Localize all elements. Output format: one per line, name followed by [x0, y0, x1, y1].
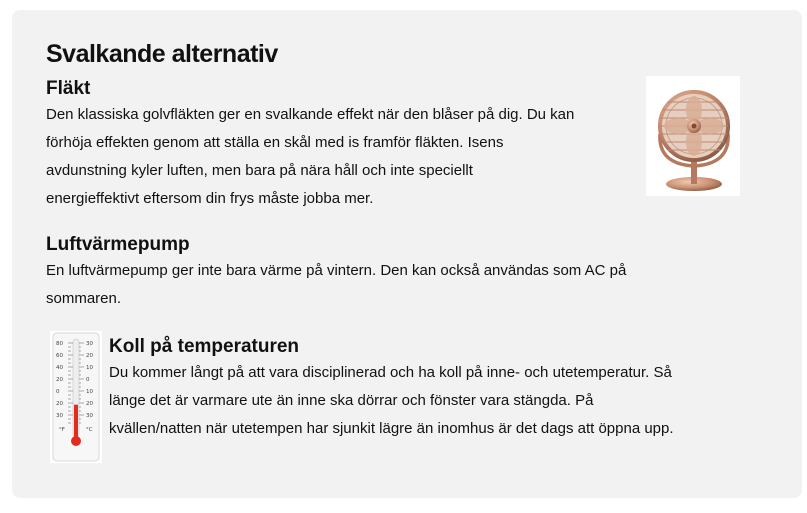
svg-text:0: 0 — [56, 389, 60, 395]
section-text-koll-pa-temperaturen — [109, 359, 789, 443]
text-line: länge det är varmare ute än inne ska dörrar och fönster vara stängda. På — [109, 392, 594, 409]
text-line: sommaren. — [46, 290, 122, 307]
svg-text:°F: °F — [59, 427, 65, 433]
svg-text:20: 20 — [86, 401, 93, 407]
section-heading-luftvarmepump: Luftvärmepump — [46, 234, 190, 255]
article-title: Svalkande alternativ — [46, 40, 278, 68]
text-line: Du kommer långt på att vara disciplinerad och ha koll på inne- och utetemperatur. Så — [109, 364, 672, 381]
svg-text:20: 20 — [56, 377, 63, 383]
text-line: En luftvärmepump ger inte bara värme på vintern. Den kan också användas som AC på — [46, 262, 627, 279]
thermometer-bulb — [71, 436, 81, 446]
section-heading-koll-pa-temperaturen: Koll på temperaturen — [109, 336, 300, 357]
svg-text:80: 80 — [56, 341, 63, 347]
svg-text:10: 10 — [86, 389, 93, 395]
svg-text:30: 30 — [86, 341, 93, 347]
desk-fan-icon — [646, 76, 740, 196]
svg-text:0: 0 — [86, 377, 90, 383]
svg-text:°C: °C — [86, 427, 93, 433]
svg-text:20: 20 — [56, 401, 63, 407]
svg-text:20: 20 — [86, 353, 93, 359]
text-line: Den klassiska golvfläkten ger en svalkande effekt när den blåser på dig. Du kan — [46, 106, 575, 123]
thermometer-image — [50, 331, 102, 463]
text-line: avdunstning kyler luften, men bara på nära håll och inte speciellt — [46, 162, 473, 179]
svg-text:10: 10 — [86, 365, 93, 371]
section-text-flakt — [46, 101, 646, 213]
text-line: kvällen/natten när utetempen har sjunkit lägre än inomhus är det dags att öppna upp. — [109, 420, 674, 437]
section-text-luftvarmepump — [46, 257, 766, 313]
svg-text:30: 30 — [56, 413, 63, 419]
text-line: energieffektivt eftersom din frys måste jobba mer. — [46, 190, 374, 207]
section-heading-flakt: Fläkt — [46, 78, 91, 99]
thermometer-icon — [50, 331, 102, 463]
svg-text:30: 30 — [86, 413, 93, 419]
svg-text:40: 40 — [56, 365, 63, 371]
thermometer-liquid — [74, 405, 78, 439]
desk-fan-image — [646, 76, 740, 196]
text-line: förhöja effekten genom att ställa en skål med is framför fläkten. Isens — [46, 134, 504, 151]
svg-text:60: 60 — [56, 353, 63, 359]
